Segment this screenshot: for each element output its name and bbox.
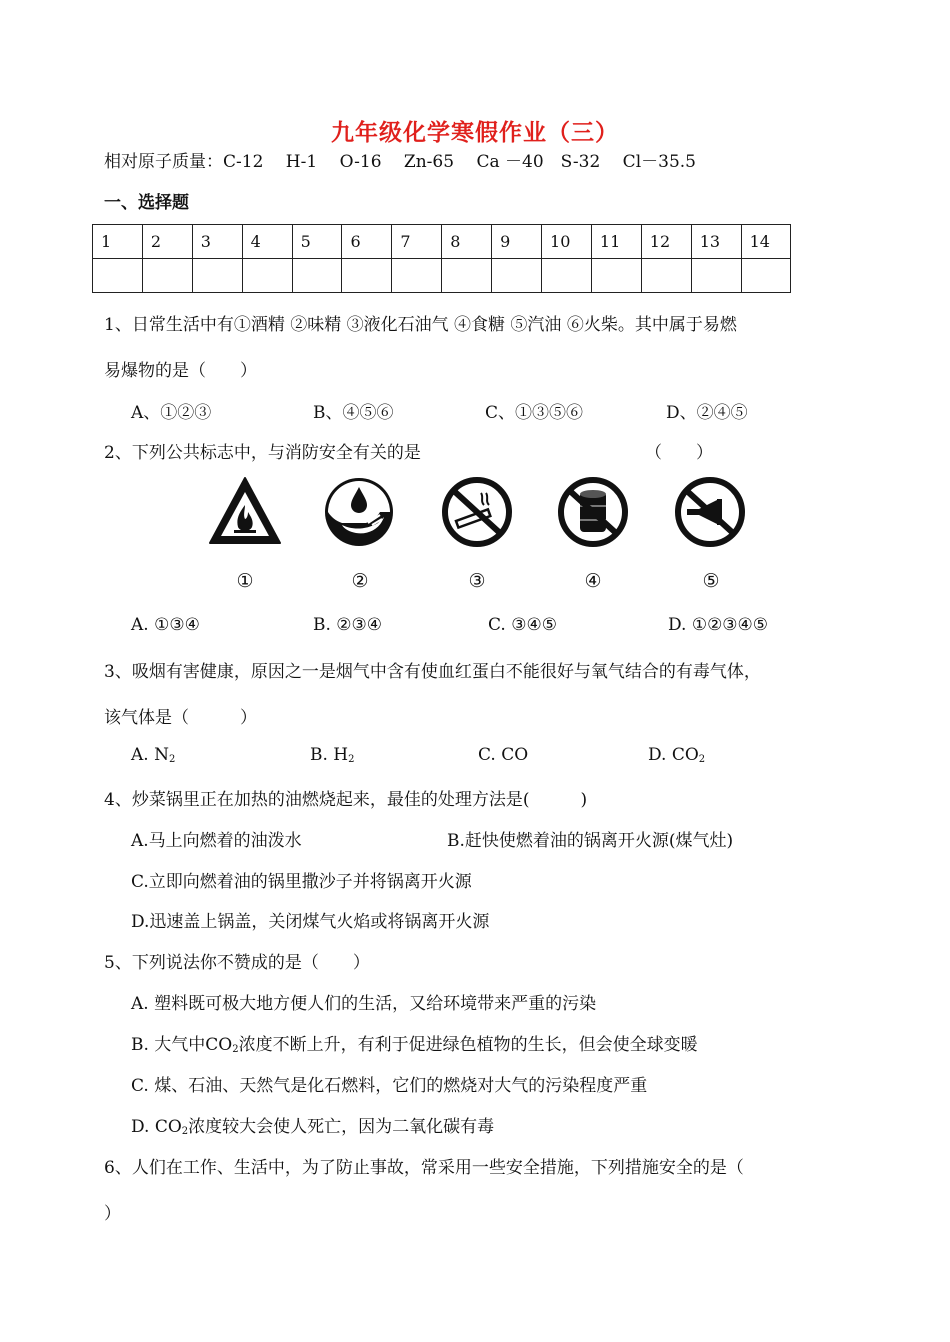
table-cell-number: 8 — [442, 225, 492, 259]
answer-cell[interactable] — [342, 259, 392, 293]
q6-stem-line1: 6、人们在工作、生活中，为了防止事故，常采用一些安全措施，下列措施安全的是（ — [104, 1158, 744, 1178]
answer-cell[interactable] — [392, 259, 442, 293]
table-cell-number: 5 — [292, 225, 342, 259]
sign-label-4: ④ — [584, 570, 602, 592]
q3-option-d: D. $CO_2$ — [648, 745, 706, 765]
answer-cell[interactable] — [142, 259, 192, 293]
q1-option-c: C、①③⑤⑥ — [485, 403, 584, 423]
q1-option-a: A、①②③ — [131, 403, 212, 423]
table-cell-number: 4 — [242, 225, 292, 259]
table-cell-number: 9 — [492, 225, 542, 259]
q2-option-b: B. ②③④ — [313, 615, 383, 635]
table-cell-number: 1 — [93, 225, 143, 259]
sign-label-5: ⑤ — [702, 570, 720, 592]
q2-option-a: A. ①③④ — [131, 615, 200, 635]
sign-label-1: ① — [236, 570, 254, 592]
q5-option-b: B. 大气中$CO_2$浓度不断上升，有利于促进绿色植物的生长，但会使全球变暖 — [131, 1035, 698, 1055]
q4-option-a: A.马上向燃着的油泼水 — [131, 831, 302, 851]
answer-table — [92, 224, 791, 293]
table-cell-number: 2 — [142, 225, 192, 259]
sign-label-3: ③ — [468, 570, 486, 592]
table-cell-number: 11 — [591, 225, 641, 259]
q3-option-a: A. $N_2$ — [131, 745, 176, 765]
q4-option-d: D.迅速盖上锅盖，关闭煤气火焰或将锅离开火源 — [131, 912, 490, 932]
answer-cell[interactable] — [741, 259, 791, 293]
q2-stem: 2、下列公共标志中，与消防安全有关的是 — [104, 443, 421, 463]
answer-cell[interactable] — [691, 259, 741, 293]
table-cell-number: 6 — [342, 225, 392, 259]
table-cell-number: 12 — [641, 225, 691, 259]
q6-stem-line2: ） — [104, 1204, 121, 1224]
answer-cell[interactable] — [641, 259, 691, 293]
q1-stem-line2: 易爆物的是（ ） — [104, 361, 257, 381]
answer-cell[interactable] — [542, 259, 592, 293]
q4-option-b: B.赶快使燃着油的锅离开火源(煤气灶) — [447, 831, 734, 851]
q3-stem-line2: 该气体是（ ） — [104, 708, 257, 728]
flammable-warning-icon — [208, 475, 282, 549]
table-cell-number: 3 — [192, 225, 242, 259]
answer-table-number-row — [93, 225, 791, 259]
no-honking-icon — [673, 475, 747, 549]
q2-option-d: D. ①②③④⑤ — [668, 615, 769, 635]
table-cell-number: 14 — [741, 225, 791, 259]
q4-option-c: C.立即向燃着油的锅里撒沙子并将锅离开火源 — [131, 872, 472, 892]
page-title: 九年级化学寒假作业（三） — [331, 119, 619, 146]
q1-option-d: D、②④⑤ — [666, 403, 748, 423]
atomic-mass-line: 相对原子质量：C-12 H-1 O-16 Zn-65 Ca －40 S-32 Cl－35.5 — [104, 152, 696, 172]
answer-cell[interactable] — [93, 259, 143, 293]
answer-cell[interactable] — [492, 259, 542, 293]
answer-cell[interactable] — [292, 259, 342, 293]
q5-option-c: C. 煤、石油、天然气是化石燃料，它们的燃烧对大气的污染程度严重 — [131, 1076, 648, 1096]
q5-option-d: D. $CO_2$浓度较大会使人死亡，因为二氧化碳有毒 — [131, 1117, 495, 1137]
no-smoking-icon — [440, 475, 514, 549]
answer-cell[interactable] — [591, 259, 641, 293]
q2-answer-bracket: （ ） — [645, 443, 713, 463]
table-cell-number: 10 — [542, 225, 592, 259]
q3-stem-line1: 3、吸烟有害健康，原因之一是烟气中含有使血红蛋白不能很好与氧气结合的有毒气体， — [104, 662, 761, 682]
sign-label-2: ② — [351, 570, 369, 592]
table-cell-number: 13 — [691, 225, 741, 259]
q2-option-c: C. ③④⑤ — [488, 615, 557, 635]
q1-stem-line1: 1、日常生活中有①酒精 ②味精 ③液化石油气 ④食糖 ⑤汽油 ⑥火柴。其中属于易燃 — [104, 315, 737, 335]
q3-option-b: B. $H_2$ — [310, 745, 355, 765]
q5-option-a: A. 塑料既可极大地方便人们的生活，又给环境带来严重的污染 — [131, 994, 597, 1014]
q1-option-b: B、④⑤⑥ — [313, 403, 394, 423]
no-oil-drum-icon — [556, 475, 630, 549]
section-heading-choice: 一、选择题 — [104, 193, 189, 213]
answer-cell[interactable] — [192, 259, 242, 293]
q5-stem: 5、下列说法你不赞成的是（ ） — [104, 953, 370, 973]
hand-water-drop-icon — [322, 475, 396, 549]
answer-cell[interactable] — [242, 259, 292, 293]
q4-stem: 4、炒菜锅里正在加热的油燃烧起来，最佳的处理方法是( ) — [104, 790, 588, 810]
answer-cell[interactable] — [442, 259, 492, 293]
answer-table-blank-row — [93, 259, 791, 293]
q3-option-c: C. CO — [478, 745, 529, 765]
table-cell-number: 7 — [392, 225, 442, 259]
